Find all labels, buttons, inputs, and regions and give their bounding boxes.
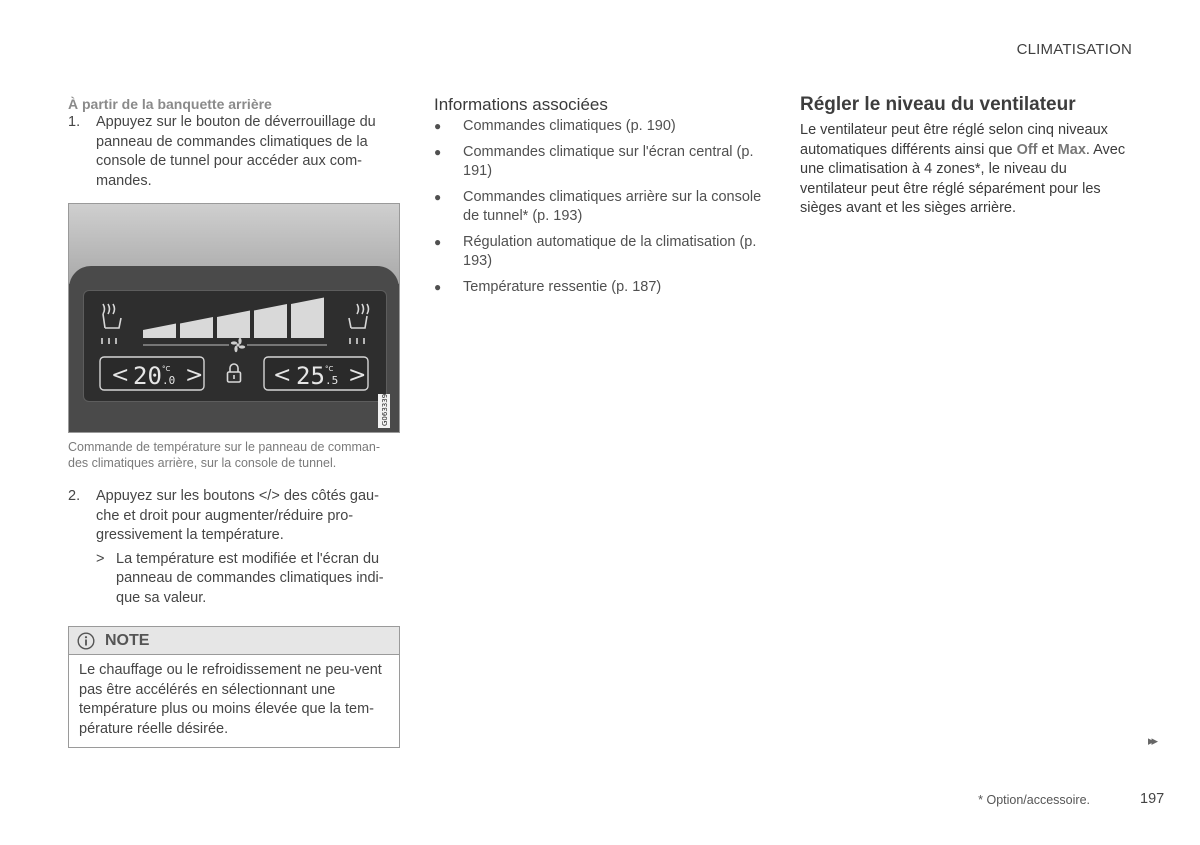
list-item[interactable] — [434, 117, 764, 137]
result-text: La température est modifiée et l'écran du panneau de commandes climatiques indi-que sa valeur. — [116, 550, 384, 606]
max-label: Max — [1057, 141, 1086, 158]
bullet-icon: ● — [434, 234, 442, 249]
step-1-number: 1. — [68, 114, 81, 130]
list-item[interactable] — [434, 143, 764, 182]
left-temp-decimal: .0 — [162, 374, 176, 387]
fan-icon — [231, 338, 245, 352]
list-item-text: Commandes climatiques arrière sur la console de tunnel* (p. 193) — [463, 188, 762, 224]
running-header: CLIMATISATION — [1016, 41, 1132, 58]
list-item[interactable] — [434, 278, 764, 298]
left-seat-heat-icon — [102, 304, 121, 344]
column-middle — [434, 95, 764, 303]
list-item[interactable] — [434, 188, 764, 227]
list-item-text: Commandes climatique sur l'écran central (p. 191) — [463, 143, 754, 179]
fan-text-c: . Avec une climatisation à 4 zones*, le niveau du ventilateur peut être réglé séparément pour les sièges avant et les sièges arrière. — [800, 141, 1126, 216]
right-temp-decimal: .5 — [325, 374, 339, 387]
bullet-icon: ● — [434, 189, 442, 204]
fan-text-b: et — [1037, 141, 1058, 158]
figure-caption: Commande de température sur le panneau de comman-des climatiques arrière, sur la console de tunnel. — [68, 440, 380, 470]
right-temp-unit: °C — [325, 365, 334, 373]
list-item-text: Température ressentie (p. 187) — [463, 278, 662, 295]
image-code: G063339 — [381, 393, 389, 426]
fan-level-bar — [291, 298, 324, 339]
left-temp-increase-chevron[interactable]: > — [185, 363, 204, 388]
step-1 — [68, 113, 400, 191]
step-2-number: 2. — [68, 488, 81, 504]
bullet-icon: ● — [434, 119, 442, 133]
note-header — [69, 627, 399, 655]
left-temp-unit: °C — [162, 365, 171, 373]
right-temp-decrease-chevron[interactable]: < — [273, 363, 292, 388]
fan-level-bars — [143, 298, 324, 339]
note-body: Le chauffage ou le refroidissement ne peu-vent pas être accélérés en sélectionnant une température plus ou moins élevée que la tem-pérature réelle désirée. — [79, 662, 382, 737]
fan-level-bar — [143, 324, 176, 339]
lock-icon[interactable] — [228, 364, 241, 382]
list-item[interactable] — [434, 233, 764, 272]
step-2-text: Appuyez sur les boutons </> des côtés gau-che et droit pour augmenter/réduire pro-gressivement la température. — [96, 488, 379, 543]
bullet-icon: ● — [434, 144, 442, 159]
related-info-heading: Informations associées — [434, 95, 608, 114]
page-number: 197 — [1140, 791, 1165, 807]
fan-level-bar — [254, 304, 287, 338]
note-box — [68, 626, 400, 748]
next-page-arrow-icon[interactable]: ▸▸ — [1148, 733, 1156, 748]
right-temp-value: 25 — [296, 362, 325, 390]
fan-level-bar — [217, 311, 250, 339]
list-item-text: Commandes climatiques (p. 190) — [463, 118, 676, 134]
note-title: NOTE — [105, 631, 150, 649]
bullet-icon: ● — [434, 279, 442, 294]
right-temp-increase-chevron[interactable]: > — [348, 363, 367, 388]
left-temp-decrease-chevron[interactable]: < — [111, 363, 130, 388]
fan-level-heading: Régler le niveau du ventilateur — [800, 94, 1076, 115]
step-1-text: Appuyez sur le bouton de déverrouillage du panneau de commandes climatiques de la console de tunnel pour accéder aux com-mandes. — [96, 114, 376, 189]
step-2-result — [96, 550, 400, 609]
column-left — [68, 96, 400, 748]
right-seat-heat-icon — [349, 304, 369, 344]
climate-display-svg — [69, 204, 400, 433]
related-info-list — [434, 117, 764, 297]
climate-panel-figure — [68, 203, 400, 433]
subheading-rear-seat: À partir de la banquette arrière — [68, 96, 272, 112]
step-2 — [68, 487, 400, 546]
info-icon — [77, 632, 95, 650]
list-item-text: Régulation automatique de la climatisation (p. 193) — [463, 233, 757, 269]
left-temp-value: 20 — [133, 362, 162, 390]
fan-level-paragraph — [800, 121, 1130, 219]
fan-text-a: Le ventilateur peut être réglé selon cinq niveaux automatiques différents ainsi que — [800, 122, 1108, 158]
footnote: * Option/accessoire. — [978, 793, 1090, 807]
off-label: Off — [1016, 141, 1038, 158]
result-marker: > — [96, 550, 105, 567]
fan-level-bar — [180, 317, 213, 338]
column-right — [800, 94, 1130, 219]
